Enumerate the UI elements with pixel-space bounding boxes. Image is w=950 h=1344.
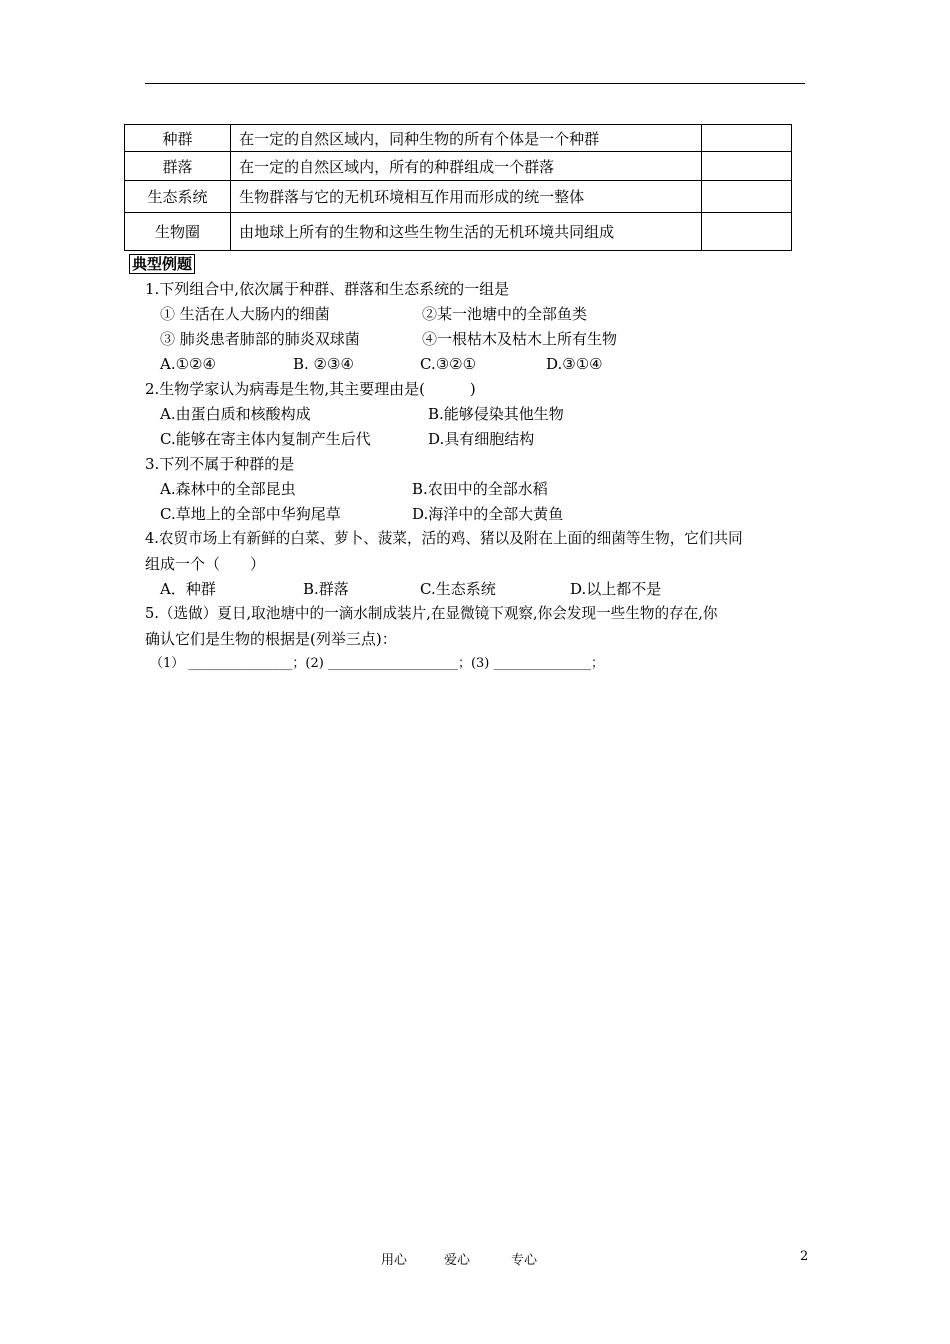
footer-motto-2: 爱心 (444, 1253, 471, 1268)
q4-option-b: B.群落 (303, 580, 349, 598)
definition-cell: 生物群落与它的无机环境相互作用而形成的统一整体 (231, 181, 702, 213)
q3-option-c: C.草地上的全部中华狗尾草 (160, 505, 341, 523)
q1-item-2: ②某一池塘中的全部鱼类 (422, 305, 588, 323)
q4-stem-line-1: 4.农贸市场上有新鲜的白菜、萝卜、菠菜，活的鸡、猪以及附在上面的细菌等生物，它们共同 (145, 530, 743, 547)
concept-table (124, 124, 792, 251)
term-cell: 群落 (125, 152, 231, 181)
q3-option-a: A.森林中的全部昆虫 (160, 480, 296, 498)
footer-motto-3: 专心 (511, 1253, 538, 1268)
q5-stem-line-2: 确认它们是生物的根据是(列举三点)： (145, 630, 397, 648)
term-cell: 种群 (125, 125, 231, 152)
definition-cell: 由地球上所有的生物和这些生物生活的无机环境共同组成 (231, 213, 702, 251)
q3-stem: 3.下列不属于种群的是 (145, 455, 295, 473)
table-row (125, 213, 792, 251)
q2-option-a: A.由蛋白质和核酸构成 (160, 405, 311, 423)
blank-cell (702, 213, 792, 251)
term-cell: 生态系统 (125, 181, 231, 213)
blank-cell (702, 181, 792, 213)
q4-stem-line-2: 组成一个（ ） (145, 555, 266, 573)
q4-option-c: C.生态系统 (420, 580, 496, 598)
q4-option-a: A．种群 (160, 580, 216, 598)
table-row (125, 152, 792, 181)
header-rule (145, 83, 805, 84)
q1-option-a: A.①②④ (160, 355, 216, 373)
table-row (125, 181, 792, 213)
q1-option-b: B. ②③④ (293, 355, 354, 373)
q5-stem-line-1: 5.（选做）夏日,取池塘中的一滴水制成装片,在显微镜下观察,你会发现一些生物的存在,你 (145, 605, 718, 622)
q2-option-b: B.能够侵染其他生物 (428, 405, 564, 423)
q3-option-d: D.海洋中的全部大黄鱼 (412, 505, 564, 523)
q3-option-b: B.农田中的全部水稻 (412, 480, 548, 498)
q1-stem: 1.下列组合中,依次属于种群、群落和生态系统的一组是 (145, 280, 510, 298)
q5-answer-blanks: （1） ________________；(2) ____________________；(3) _______________； (150, 656, 604, 671)
definition-cell: 在一定的自然区域内，同种生物的所有个体是一个种群 (231, 125, 702, 152)
page-number: 2 (800, 1249, 809, 1264)
q2-option-d: D.具有细胞结构 (428, 430, 535, 448)
term-cell: 生物圈 (125, 213, 231, 251)
q2-option-c: C.能够在寄主体内复制产生后代 (160, 430, 371, 448)
section-heading: 典型例题 (129, 254, 195, 274)
footer-motto-1: 用心 (381, 1253, 408, 1268)
blank-cell (702, 152, 792, 181)
q4-option-d: D.以上都不是 (570, 580, 662, 598)
q2-stem: 2.生物学家认为病毒是生物,其主要理由是( ) (145, 380, 476, 398)
q1-option-c: C.③②① (420, 355, 477, 373)
q1-item-3: ③ 肺炎患者肺部的肺炎双球菌 (160, 330, 360, 348)
blank-cell (702, 125, 792, 152)
definition-cell: 在一定的自然区域内，所有的种群组成一个群落 (231, 152, 702, 181)
q1-item-4: ④一根枯木及枯木上所有生物 (422, 330, 618, 348)
q1-item-1: ① 生活在人大肠内的细菌 (160, 305, 330, 323)
table-row (125, 125, 792, 152)
q1-option-d: D.③①④ (546, 355, 603, 373)
